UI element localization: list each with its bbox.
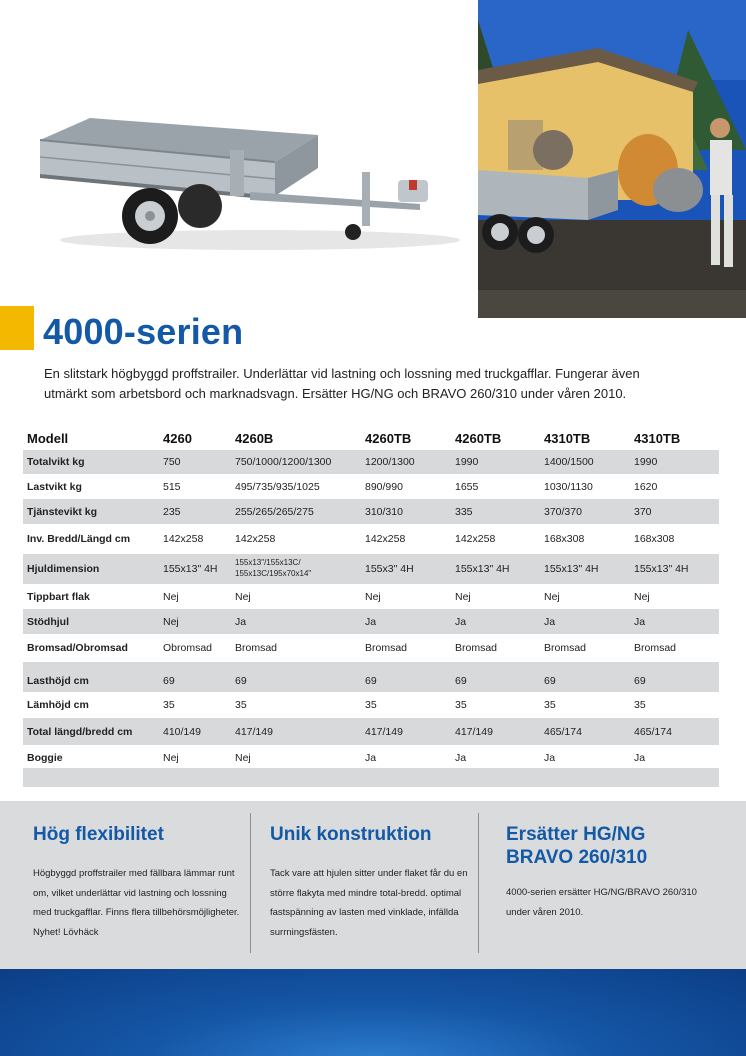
features-section	[0, 801, 746, 969]
feature-body: Högbyggd proffstrailer med fällbara lämmar runt om, vilket underlättar vid lastning och lossning med truckgafflar. Finns flera tillbehörsmöjligheter. Nyhet! Lövhäck	[33, 868, 240, 938]
header-col: 4260	[163, 430, 192, 446]
feature-column	[270, 801, 470, 969]
row-label: Lastvikt kg	[27, 480, 82, 493]
feature-column	[33, 801, 243, 969]
table-cell: 168x308	[634, 533, 675, 545]
table-cell: 1990	[634, 456, 658, 468]
table-cell: 310/310	[365, 505, 403, 518]
table-cell: 235	[163, 505, 181, 518]
table-cell: 1200/1300	[365, 456, 415, 468]
table-cell: 35	[163, 699, 175, 711]
table-cell: Ja	[365, 751, 377, 764]
table-cell: 335	[455, 505, 473, 518]
table-cell: Obromsad	[163, 642, 213, 654]
table-row	[23, 670, 719, 692]
spec-table	[23, 426, 719, 770]
table-cell-multiline	[235, 554, 311, 584]
table-row	[23, 450, 719, 474]
table-cell: 35	[634, 699, 646, 711]
feature-body: Tack vare att hjulen sitter under flaket får du en större flakyta med mindre total-bredd. optimal fastspänning av lasten med vinklade, infällda surrningsfästen.	[270, 868, 468, 938]
table-cell: 515	[163, 480, 181, 493]
table-cell: Nej	[365, 590, 381, 603]
table-row	[23, 718, 719, 745]
table-cell: 410/149	[163, 725, 201, 738]
table-cell: 142x258	[235, 533, 276, 545]
table-cell: Ja	[544, 751, 556, 764]
table-cell: 1400/1500	[544, 456, 594, 468]
trailer-in-use-photo	[478, 0, 746, 318]
table-cell: 255/265/265/275	[235, 505, 314, 518]
feature-body: 4000-serien ersätter HG/NG/BRAVO 260/310 under våren 2010.	[506, 887, 697, 918]
trailer-product-image	[0, 0, 478, 318]
table-cell: Nej	[455, 590, 471, 603]
table-cell-line: 155x13"/155x13C/	[235, 558, 301, 567]
table-row	[23, 745, 719, 770]
table-cell: Bromsad	[634, 642, 677, 654]
header-model: Modell	[27, 430, 69, 446]
table-cell: 155x13" 4H	[634, 563, 689, 575]
row-label: Inv. Bredd/Längd cm	[27, 533, 131, 545]
table-cell: 370/370	[544, 505, 582, 518]
table-cell: 417/149	[235, 725, 273, 738]
table-cell: 142x258	[455, 533, 496, 545]
row-label: Bromsad/Obromsad	[27, 642, 128, 654]
header-col: 4310TB	[634, 430, 681, 446]
row-label: Lasthöjd cm	[27, 675, 89, 687]
table-cell: 35	[455, 699, 467, 711]
table-spacer	[23, 662, 719, 670]
title-accent-block	[0, 306, 34, 350]
table-cell: 69	[365, 675, 377, 687]
header-col: 4260TB	[365, 430, 412, 446]
table-cell: Nej	[235, 751, 251, 764]
table-cell: Nej	[163, 615, 179, 628]
table-footer-bar	[23, 768, 719, 787]
row-label: Tjänstevikt kg	[27, 505, 98, 518]
table-cell: 155x13" 4H	[163, 563, 218, 575]
table-row	[23, 554, 719, 584]
table-cell: 1620	[634, 480, 658, 493]
table-cell-line: 155x13C/195x70x14"	[235, 569, 312, 578]
table-cell: 1030/1130	[544, 480, 593, 493]
table-cell: Bromsad	[544, 642, 587, 654]
row-label: Total längd/bredd cm	[27, 725, 133, 738]
table-row	[23, 584, 719, 609]
table-cell: 155x3" 4H	[365, 563, 414, 575]
table-cell: Nej	[235, 590, 251, 603]
table-cell: 1990	[455, 456, 479, 468]
table-cell: 465/174	[544, 725, 582, 738]
feature-column	[506, 801, 706, 969]
table-cell: 750/1000/1200/1300	[235, 456, 332, 468]
table-cell: Ja	[235, 615, 247, 628]
table-row	[23, 499, 719, 524]
bottom-blue-band	[0, 969, 746, 1056]
table-row	[23, 609, 719, 634]
table-row	[23, 634, 719, 662]
table-cell: 417/149	[455, 725, 493, 738]
row-label: Totalvikt kg	[27, 456, 85, 468]
intro-paragraph: En slitstark högbyggd proffstrailer. Underlättar vid lastning och lossning med truckgafflar. Fungerar även utmärkt som arbetsbord och marknadsvagn. Ersätter HG/NG och BRAVO 260/310 under våren 2010.	[44, 366, 640, 401]
table-header	[23, 426, 719, 450]
feature-title: Ersätter HG/NG BRAVO 260/310	[506, 824, 648, 868]
table-row	[23, 524, 719, 554]
table-cell: 155x13" 4H	[544, 563, 599, 575]
table-cell: 750	[163, 456, 181, 468]
table-cell: 155x13" 4H	[455, 563, 510, 575]
table-row	[23, 474, 719, 499]
table-cell: 417/149	[365, 725, 403, 738]
table-cell: Nej	[163, 590, 179, 603]
table-cell: 168x308	[544, 533, 585, 545]
table-cell: Bromsad	[365, 642, 408, 654]
row-label: Tippbart flak	[27, 590, 90, 603]
table-cell: Ja	[634, 615, 646, 628]
table-cell: Nej	[634, 590, 650, 603]
table-cell: 69	[634, 675, 646, 687]
table-cell: 69	[544, 675, 556, 687]
row-label: Stödhjul	[27, 615, 69, 628]
table-cell: Bromsad	[455, 642, 498, 654]
row-label: Lämhöjd cm	[27, 699, 89, 711]
row-label: Boggie	[27, 751, 63, 764]
table-cell: 142x258	[365, 533, 406, 545]
table-cell: 35	[235, 699, 247, 711]
table-row	[23, 692, 719, 718]
table-cell: 890/990	[365, 480, 403, 493]
table-cell: 495/735/935/1025	[235, 480, 320, 493]
header-col: 4310TB	[544, 430, 591, 446]
table-cell: Ja	[544, 615, 556, 628]
page-title: 4000-serien	[43, 311, 244, 352]
header-col: 4260TB	[455, 430, 502, 446]
table-cell: 69	[163, 675, 175, 687]
feature-title: Unik konstruktion	[270, 824, 432, 845]
feature-divider	[250, 813, 251, 953]
feature-divider	[478, 813, 479, 953]
table-cell: 465/174	[634, 725, 672, 738]
table-cell: Ja	[365, 615, 377, 628]
table-cell: 35	[544, 699, 556, 711]
table-cell: 142x258	[163, 533, 204, 545]
table-cell: Ja	[455, 615, 467, 628]
header-col: 4260B	[235, 430, 274, 446]
table-cell: 35	[365, 699, 377, 711]
table-cell: Nej	[544, 590, 560, 603]
table-cell: 69	[235, 675, 247, 687]
table-cell: Bromsad	[235, 642, 278, 654]
table-cell: 370	[634, 505, 652, 518]
table-cell: Ja	[455, 751, 467, 764]
table-cell: Ja	[634, 751, 646, 764]
row-label: Hjuldimension	[27, 563, 100, 575]
table-cell: 69	[455, 675, 467, 687]
table-cell: Nej	[163, 751, 179, 764]
table-cell: 1655	[455, 480, 479, 493]
feature-title: Hög flexibilitet	[33, 824, 164, 845]
